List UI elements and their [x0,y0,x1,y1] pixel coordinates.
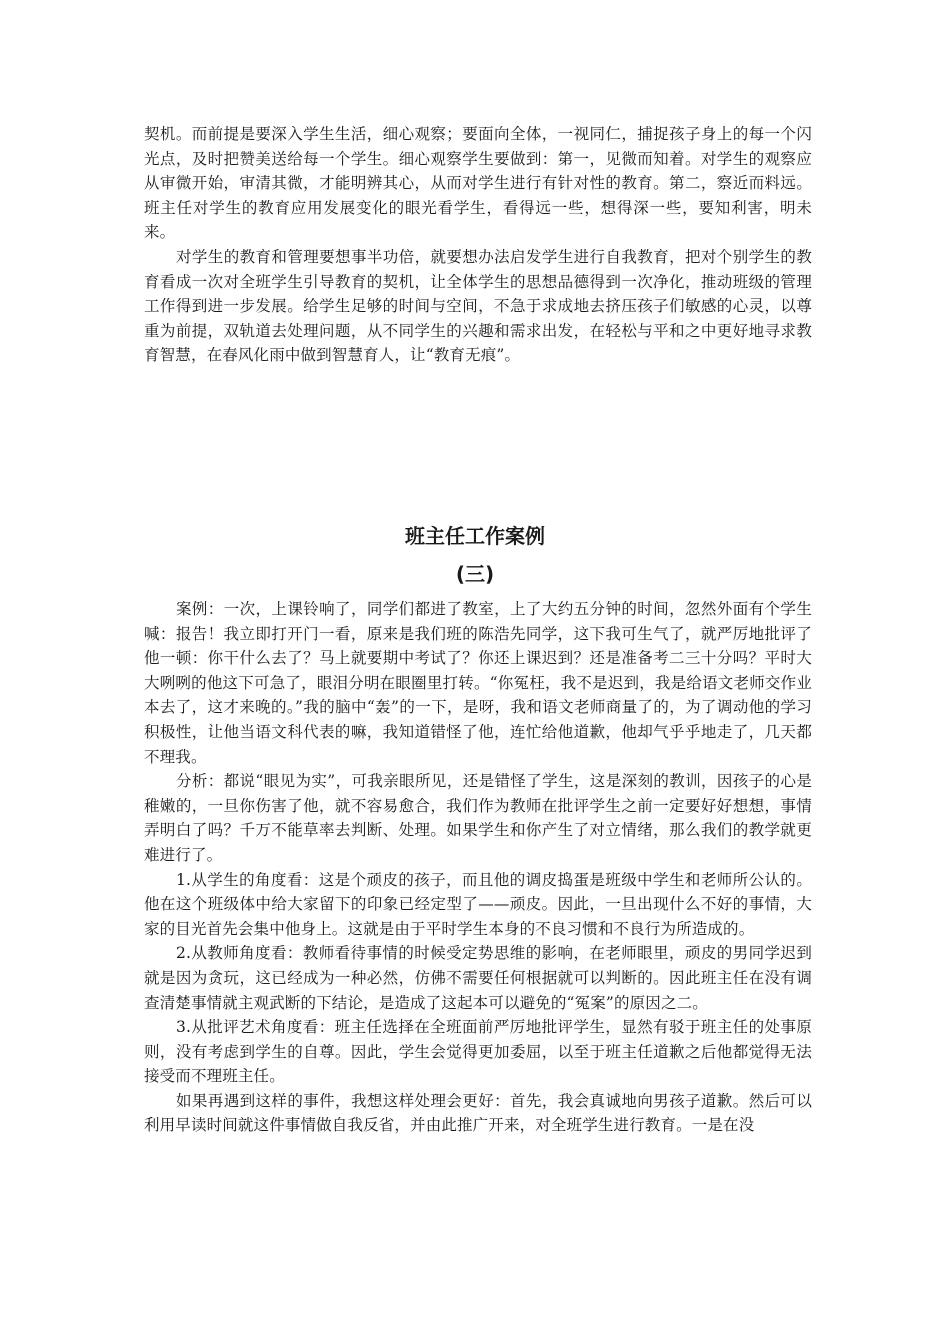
conclusion-paragraph: 如果再遇到这样的事件，我想这样处理会更好：首先，我会真诚地向男孩子道歉。然后可以利用早读时间就这件事情做自我反省，并由此推广开来，对全班学生进行教育。一是在没 [144,1091,812,1135]
previous-section-text [144,122,812,368]
paragraph-continuation: 契机。而前提是要深入学生生活，细心观察；要面向全体，一视同仁，捕捉孩子身上的每一个闪光点，及时把赞美送给每一个学生。细心观察学生要做到：第一，见微而知着。对学生的观察应从审微开始，审清其微，才能明辨其心，从而对学生进行有针对性的教育。第二，察近而料远。班主任对学生的教育应用发展变化的眼光看学生，看得远一些，想得深一些，要知利害，明未来。 [144,125,812,242]
paragraph: 对学生的教育和管理要想事半功倍，就要想办法启发学生进行自我教育，把对个别学生的教育看成一次对全班学生引导教育的契机，让全体学生的思想品德得到一次净化，推动班级的管理工作得到进一步发展。给学生足够的时间与空间，不急于求成地去挤压孩子们敏感的心灵，以尊重为前提，双轨道去处理问题，从不同学生的兴趣和需求出发，在轻松与平和之中更好地寻求教育智慧，在春风化雨中做到智慧育人，让“教育无痕”。 [144,247,812,365]
analysis-paragraph: 分析：都说“眼见为实”，可我亲眼所见，还是错怪了学生，这是深刻的教训，因孩子的心是稚嫩的，一旦你伤害了他，就不容易愈合，我们作为教师在批评学生之前一定要好好想想，事情弄明白了吗？千万不能草率去判断、处理。如果学生和你产生了对立情绪，那么我们的教学就更难进行了。 [144,772,812,864]
point-paragraph-3: 3.从批评艺术角度看：班主任选择在全班面前严厉地批评学生，显然有驳于班主任的处事原则，没有考虑到学生的自尊。因此，学生会觉得更加委屈，以至于班主任道歉之后他都觉得无法接受而不理班主任。 [144,1018,812,1086]
section-title: 班主任工作案例 [405,524,545,548]
section-body [144,597,812,1138]
section-subtitle: (三) [455,562,495,586]
point-paragraph-2: 2.从教师角度看：教师看待事情的时候受定势思维的影响，在老师眼里，顽皮的男同学迟到就是因为贪玩，这已经成为一种必然，仿佛不需要任何根据就可以判断的。因此班主任在没有调查清楚事情就主观武断的下结论，是造成了这起本可以避免的“冤案”的原因之二。 [144,944,812,1012]
case-paragraph: 案例：一次，上课铃响了，同学们都进了教室，上了大约五分钟的时间，忽然外面有个学生喊：报告！我立即打开门一看，原来是我们班的陈浩先同学，这下我可生气了，就严厉地批评了他一顿：你干什么去了？马上就要期中考试了？你还上课迟到？还是准备考二三十分吗？平时大大咧咧的他这下可急了，眼泪分明在眼圈里打转。“你冤枉，我不是迟到，我是给语文老师交作业本去了，这才来晚的。”我的脑中“轰”的一下，是呀，我和语文老师商量了的，为了调动他的学习积极性，让他当语文科代表的嘛，我知道错怪了他，连忙给他道歉，他却气乎乎地走了，几天都不理我。 [144,600,812,766]
point-paragraph-1: 1.从学生的角度看：这是个顽皮的孩子，而且他的调皮捣蛋是班级中学生和老师所公认的。他在这个班级体中给大家留下的印象已经定型了——顽皮。因此，一旦出现什么不好的事情，大家的目光首先会集中他身上。这就是由于平时学生本身的不良习惯和不良行为所造成的。 [144,870,812,938]
